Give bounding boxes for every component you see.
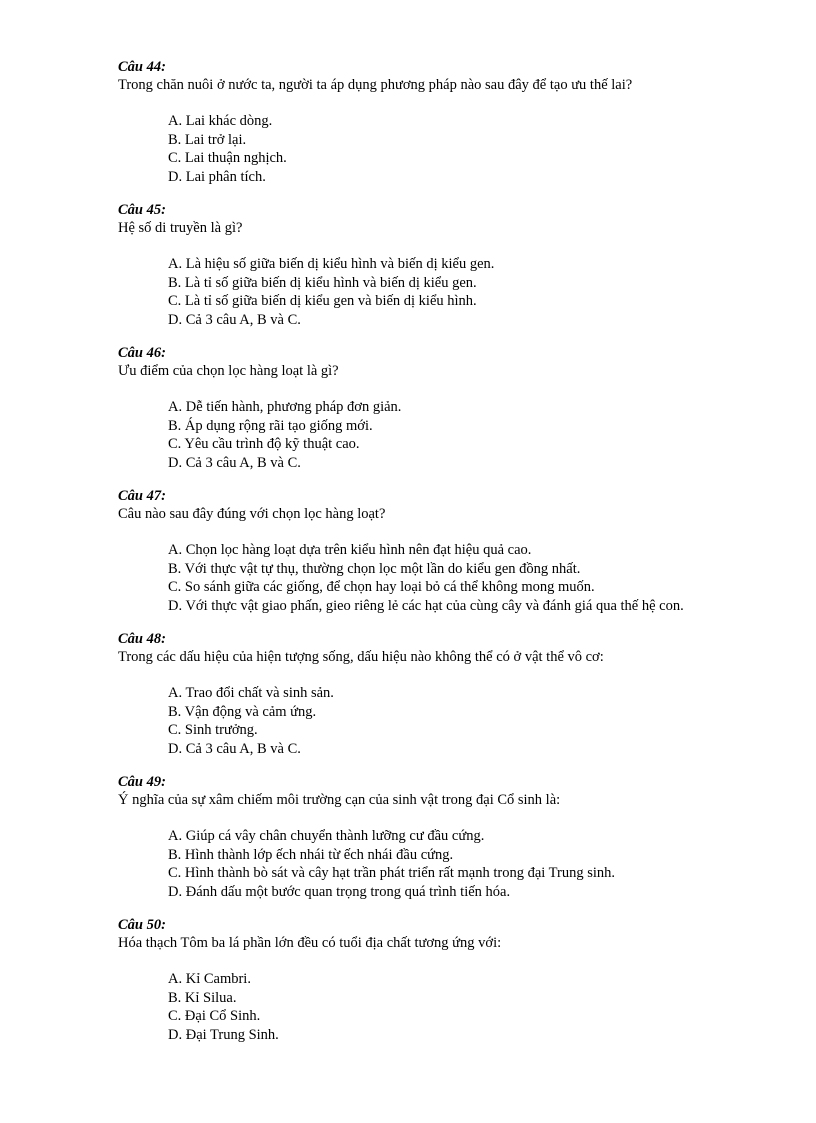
answer-options <box>118 112 788 186</box>
question-48 <box>118 630 788 758</box>
option-b: B. Lai trở lại. <box>168 131 247 148</box>
answer-options <box>118 970 788 1044</box>
option-c: C. Lai thuận nghịch. <box>168 150 287 166</box>
option-a: A. Trao đổi chất và sinh sản. <box>168 685 334 701</box>
question-text: Hệ số di truyền là gì? <box>118 220 243 236</box>
question-text: Trong các dấu hiệu của hiện tượng sống, dấu hiệu nào không thể có ở vật thể vô cơ: <box>118 649 604 665</box>
option-b: B. Với thực vật tự thụ, thường chọn lọc một lần do kiểu gen đồng nhất. <box>168 560 581 577</box>
option-d: D. Cả 3 câu A, B và C. <box>168 740 301 757</box>
option-c: C. Hình thành bò sát và cây hạt trần phát triển rất mạnh trong đại Trung sinh. <box>168 865 616 881</box>
option-c: C. Sinh trưởng. <box>168 722 258 738</box>
question-45 <box>118 201 788 329</box>
option-c: C. Đại Cổ Sinh. <box>168 1008 261 1024</box>
answer-options <box>118 684 788 758</box>
question-text: Trong chăn nuôi ở nước ta, người ta áp dụng phương pháp nào sau đây để tạo ưu thế lai? <box>118 77 633 93</box>
option-d: D. Đánh dấu một bước quan trọng trong quá trình tiến hóa. <box>168 883 511 900</box>
option-a: A. Là hiệu số giữa biến dị kiểu hình và biến dị kiểu gen. <box>168 256 495 272</box>
answer-options <box>118 255 788 329</box>
answer-options <box>118 541 788 615</box>
question-label: Câu 45: <box>118 202 166 218</box>
option-a: A. Giúp cá vây chân chuyển thành lưỡng cư đầu cứng. <box>168 828 485 844</box>
option-b: B. Hình thành lớp ếch nhái từ ếch nhái đầu cứng. <box>168 846 454 863</box>
question-46 <box>118 344 788 472</box>
option-a: A. Dễ tiến hành, phương pháp đơn giản. <box>168 399 402 415</box>
option-a: A. Chọn lọc hàng loạt dựa trên kiểu hình nên đạt hiệu quả cao. <box>168 542 532 558</box>
option-d: D. Với thực vật giao phấn, gieo riêng lẻ các hạt của cùng cây và đánh giá qua thế hệ con. <box>168 597 684 614</box>
option-b: B. Kỉ Silua. <box>168 989 237 1006</box>
option-c: C. So sánh giữa các giống, để chọn hay loại bỏ cá thể không mong muốn. <box>168 579 595 595</box>
option-b: B. Vận động và cảm ứng. <box>168 703 317 720</box>
option-b: B. Áp dụng rộng rãi tạo giống mới. <box>168 417 373 434</box>
answer-options <box>118 827 788 901</box>
option-b: B. Là tỉ số giữa biến dị kiểu hình và biến dị kiểu gen. <box>168 274 477 291</box>
question-label: Câu 44: <box>118 59 166 75</box>
option-d: D. Lai phân tích. <box>168 168 266 185</box>
option-d: D. Đại Trung Sinh. <box>168 1026 279 1043</box>
question-50 <box>118 916 788 1044</box>
question-text: Ý nghĩa của sự xâm chiếm môi trường cạn của sinh vật trong đại Cổ sinh là: <box>118 792 561 808</box>
option-a: A. Kỉ Cambri. <box>168 971 251 987</box>
question-text: Câu nào sau đây đúng với chọn lọc hàng loạt? <box>118 506 386 522</box>
question-label: Câu 50: <box>118 917 166 933</box>
question-49 <box>118 773 788 901</box>
question-label: Câu 48: <box>118 631 166 647</box>
option-c: C. Là tỉ số giữa biến dị kiểu gen và biến dị kiểu hình. <box>168 293 477 309</box>
option-d: D. Cả 3 câu A, B và C. <box>168 454 301 471</box>
document-page <box>118 58 788 1059</box>
question-47 <box>118 487 788 615</box>
option-d: D. Cả 3 câu A, B và C. <box>168 311 301 328</box>
question-label: Câu 46: <box>118 345 166 361</box>
question-label: Câu 47: <box>118 488 166 504</box>
question-44 <box>118 58 788 186</box>
question-text: Ưu điểm của chọn lọc hàng loạt là gì? <box>118 363 339 379</box>
question-label: Câu 49: <box>118 774 166 790</box>
option-c: C. Yêu cầu trình độ kỹ thuật cao. <box>168 436 360 452</box>
question-text: Hóa thạch Tôm ba lá phần lớn đều có tuổi địa chất tương ứng với: <box>118 935 502 951</box>
option-a: A. Lai khác dòng. <box>168 113 273 129</box>
answer-options <box>118 398 788 472</box>
